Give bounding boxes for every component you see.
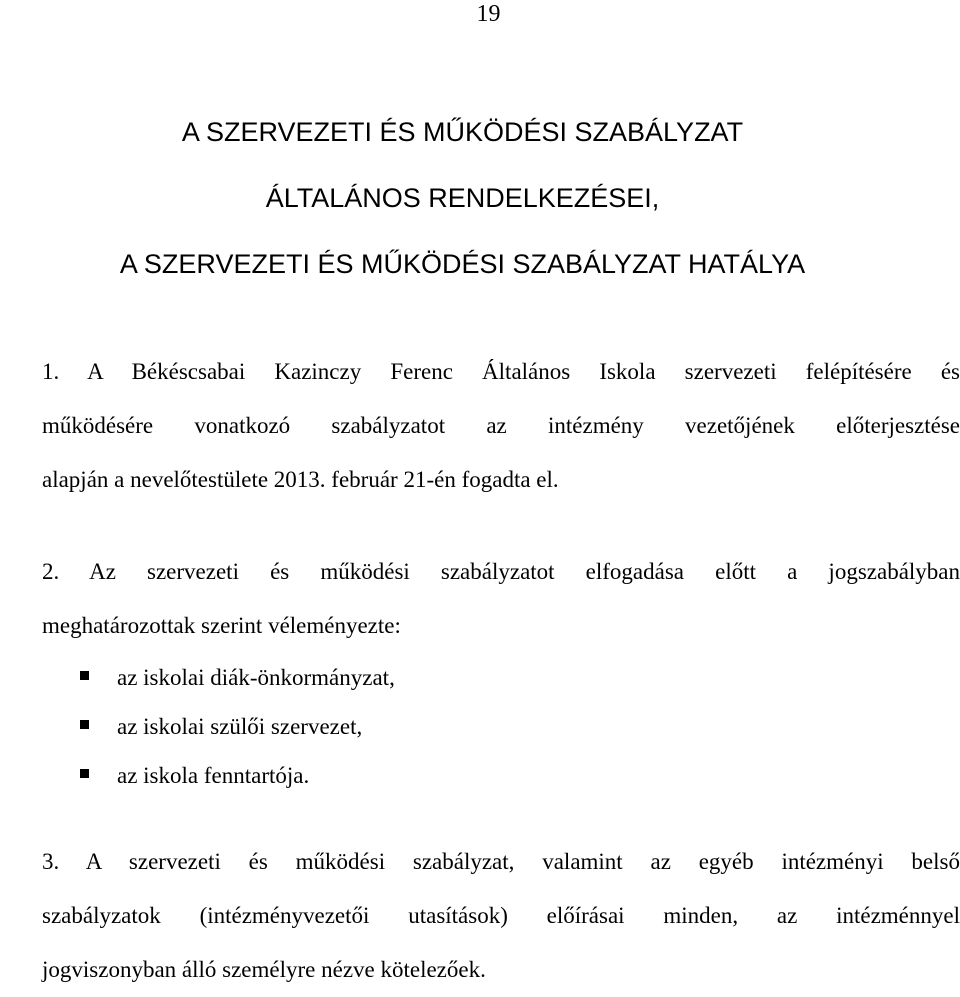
document-heading-line-3: A SZERVEZETI ÉS MŰKÖDÉSI SZABÁLYZAT HATÁLYA bbox=[119, 249, 806, 279]
paragraph-2 bbox=[42, 545, 960, 653]
page-number: 19 bbox=[476, 1, 501, 27]
list-item bbox=[80, 702, 395, 751]
paragraph-3-line: jogviszonyban álló személyre nézve kötelezőek. bbox=[42, 957, 486, 982]
paragraph-3-line: 3. A szervezeti és működési szabályzat, valamint az egyéb intézményi belső bbox=[42, 849, 960, 874]
list-item-text: az iskola fenntartója. bbox=[117, 763, 310, 788]
square-bullet-icon bbox=[80, 671, 89, 680]
paragraph-2-line: meghatározottak szerint véleményezte: bbox=[42, 613, 401, 638]
list-item-text: az iskolai diák-önkormányzat, bbox=[117, 665, 395, 690]
paragraph-1-line: 1. A Békéscsabai Kazinczy Ferenc Általános Iskola szervezeti felépítésére és bbox=[42, 359, 960, 384]
paragraph-1-line: alapján a nevelőtestülete 2013. február 21-én fogadta el. bbox=[42, 467, 559, 492]
square-bullet-icon bbox=[80, 720, 89, 729]
document-heading-line-2: ÁLTALÁNOS RENDELKEZÉSEI, bbox=[265, 183, 660, 213]
paragraph-1-line: működésére vonatkozó szabályzatot az intézmény vezetőjének előterjesztése bbox=[42, 413, 960, 438]
paragraph-2-line: 2. Az szervezeti és működési szabályzatot elfogadása előtt a jogszabályban bbox=[42, 559, 960, 584]
reviewers-list bbox=[80, 653, 395, 800]
paragraph-1 bbox=[42, 345, 960, 507]
list-item-text: az iskolai szülői szervezet, bbox=[117, 714, 363, 739]
paragraph-3 bbox=[42, 835, 960, 997]
list-item bbox=[80, 653, 395, 702]
square-bullet-icon bbox=[80, 769, 89, 778]
document-heading-line-1: A SZERVEZETI ÉS MŰKÖDÉSI SZABÁLYZAT bbox=[181, 117, 744, 147]
paragraph-3-line: szabályzatok (intézményvezetői utasítások) előírásai minden, az intézménnyel bbox=[42, 903, 960, 928]
list-item bbox=[80, 751, 395, 800]
